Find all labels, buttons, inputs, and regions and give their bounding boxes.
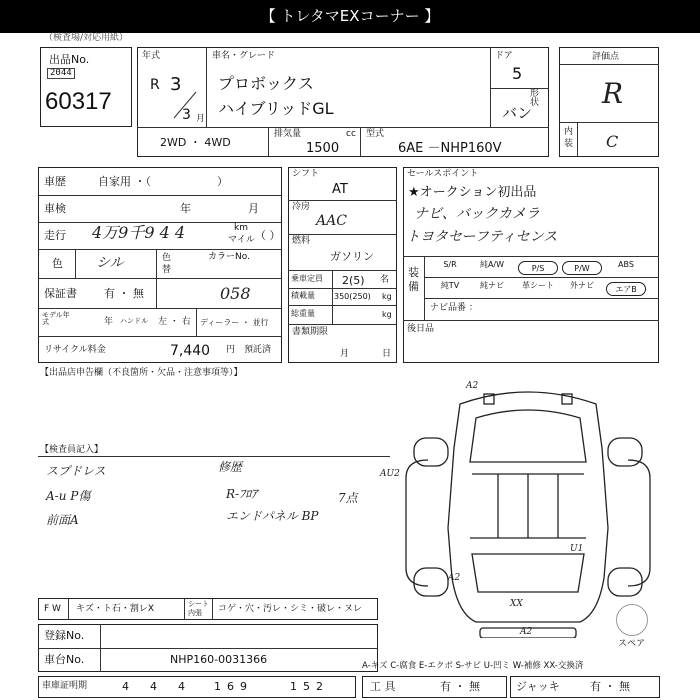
car-diagram	[398, 378, 660, 638]
load-label: 積載量	[291, 291, 315, 300]
equipment-row1-item: 純A/W	[479, 260, 505, 269]
inspector-right-2: R-ﾌﾛｱ	[226, 487, 258, 501]
ac-label: 冷房	[292, 202, 311, 212]
lot-sub: 2044	[47, 68, 75, 79]
mark-lower-left: A2	[448, 573, 461, 583]
displacement-value: 1500	[306, 141, 340, 156]
inspection-label: 車検	[44, 202, 66, 215]
interior-value: C	[606, 132, 619, 151]
history-value: 自家用 ・（ ）	[98, 175, 228, 188]
inspector-right-3: エンドパネル BP	[226, 509, 319, 523]
mark-bottom2: A2	[520, 627, 533, 637]
mark-bottom: XX	[510, 599, 523, 609]
drive-label: 2WD ・ 4WD	[160, 136, 231, 149]
mileage-paren: （ ）	[255, 229, 281, 242]
shift-label: シフト	[292, 169, 320, 179]
inspector-right-1: 修歴	[218, 460, 243, 474]
model-year-label: モデル年式	[42, 311, 70, 326]
sales-line3: トヨタセーフティセンス	[406, 229, 558, 245]
displacement-unit: cc	[346, 129, 356, 139]
fuel-label: 燃料	[292, 236, 311, 246]
inspection-year: 年	[180, 202, 191, 215]
legend-text: A-キズ C-腐食 E-エクボ S-サビ U-凹ミ W-補修 XX-交換済	[362, 661, 584, 671]
handle-value: 左 ・ 右	[158, 317, 191, 327]
equipment-label: 装備	[408, 266, 419, 293]
lot-label: 出品No.	[49, 53, 90, 66]
fuel-value: ガソリン	[330, 250, 374, 263]
capacity-value: 2(5)	[342, 274, 365, 287]
score-value: R	[602, 77, 624, 110]
form-header: （検査場/対応用紙）	[44, 33, 129, 43]
year-month: 3	[182, 107, 191, 123]
recycle-unit: 円	[226, 345, 236, 355]
cert-n2: 152	[290, 680, 329, 693]
navi-label: ナビ品番 ：	[430, 303, 478, 313]
model-label: 型式	[366, 129, 385, 139]
equipment-row1-item: ABS	[618, 260, 634, 269]
fw-notes: コゲ・穴・汚レ・シミ・破レ・ヌレ	[218, 604, 363, 614]
report-label: 【出品店申告欄（不良箇所・欠品・注意事項等）】	[40, 368, 243, 378]
spare-label: スペア	[618, 639, 646, 649]
equipment-row2-item: 革シート	[522, 281, 554, 290]
doc-deadline-label: 書類期限	[292, 327, 329, 337]
door-value: 5	[512, 64, 523, 83]
chassis-label: 車台No.	[44, 653, 85, 666]
recycle-label: リサイクル料金	[44, 345, 106, 355]
color-code-value: 058	[220, 284, 251, 303]
equipment-row1-item: P/S	[518, 261, 558, 275]
chassis-value: NHP160-0031366	[170, 653, 268, 666]
tools-value: 有 ・ 無	[440, 680, 480, 693]
doc-deadline-day: 日	[382, 349, 392, 359]
displacement-label: 排気量	[274, 129, 302, 139]
equipment-row2-item: 純TV	[440, 281, 460, 290]
color-value: シル	[96, 255, 124, 271]
cert-year: 4	[122, 680, 129, 693]
inspector-left-2: A-u P傷	[46, 489, 91, 503]
equipment-row2-item: 外ナビ	[570, 281, 594, 290]
jack-label: ジャッキ	[516, 680, 560, 693]
year-era: R	[150, 77, 160, 93]
model-year-unit: 年	[104, 317, 114, 327]
recycle-value: 7,440	[170, 343, 211, 359]
delivery-label: 後日品	[407, 324, 435, 334]
sales-label: セールスポイント	[407, 169, 479, 179]
interior-label: 内装	[564, 127, 574, 149]
equipment-row2-item: エアB	[606, 282, 646, 296]
sales-line2: ナビ、バックカメラ	[414, 206, 540, 222]
mileage-label: 走行	[44, 229, 66, 242]
color-label: 色	[52, 257, 63, 270]
gross-label: 総重量	[291, 309, 315, 318]
inspector-left-3: 前面A	[46, 513, 79, 527]
cert-day: 4	[178, 680, 185, 693]
mileage-unit-km: km	[234, 223, 248, 233]
equipment-row1-item: S/R	[443, 260, 457, 269]
car-name-line2: ハイブリッドGL	[218, 99, 334, 118]
mark-left: AU2	[380, 469, 400, 479]
warranty-label: 保証書	[44, 287, 77, 300]
recycle-note: 預託済	[244, 345, 272, 355]
shape-label: 形状	[530, 89, 540, 108]
year-label: 年式	[142, 51, 161, 61]
cert-month: 4	[150, 680, 157, 693]
mileage-unit-mile: マイル	[228, 235, 255, 245]
registration-label: 登録No.	[44, 629, 85, 642]
door-label: ドア	[495, 51, 513, 61]
handle-label: ハンドル	[120, 317, 148, 325]
doc-deadline-month: 月	[340, 349, 350, 359]
banner-title: 【 トレタマEXコーナー 】	[0, 0, 700, 33]
gross-unit: kg	[382, 310, 392, 319]
history-label: 車歴	[44, 175, 66, 188]
year-month-unit: 月	[196, 114, 206, 124]
cert-n1: 169	[214, 680, 253, 693]
fw-label: F W	[44, 604, 61, 614]
load-unit: kg	[382, 292, 392, 301]
inspector-label: 【検査員記入】	[40, 445, 104, 455]
sales-line1: ★オークション初出品	[408, 185, 537, 200]
car-name-line1: プロボックス	[218, 74, 314, 93]
color-code-label: カラーNo.	[208, 252, 250, 262]
jack-value: 有 ・ 無	[590, 680, 630, 693]
load-value: 350(250)	[334, 292, 371, 301]
inspector-side-note: 7点	[338, 491, 358, 505]
dealer-value: ディーラー ・ 並行	[200, 318, 269, 327]
inspection-month: 月	[248, 202, 259, 215]
warranty-value: 有 ・ 無	[104, 287, 144, 300]
mark-right-mid: U1	[570, 544, 584, 554]
equipment-row1-item: P/W	[562, 261, 602, 275]
model-value: 6AE －NHP160V	[398, 141, 502, 156]
car-label: 車名・グレード	[212, 51, 276, 61]
inspector-left-1: スプドレス	[46, 464, 106, 478]
mileage-value: 4万9千9 4 4	[92, 223, 186, 242]
fw-items: キズ・ト石・割レX	[76, 604, 154, 614]
shape-value: バン	[502, 104, 533, 122]
fw-sheet: シート内張	[188, 600, 209, 617]
color-change-label: 色替	[162, 253, 172, 275]
capacity-label: 乗車定員	[291, 274, 323, 283]
lot-number: 60317	[45, 88, 112, 115]
score-label: 評価点	[592, 52, 620, 62]
spare-tire-icon	[616, 604, 648, 636]
equipment-row2-item: 純ナビ	[480, 281, 504, 290]
lot-box	[40, 47, 132, 127]
tools-label: 工 具	[370, 680, 396, 693]
ac-value: AAC	[316, 213, 347, 229]
shift-value: AT	[332, 182, 348, 197]
mark-front-top: A2	[466, 381, 479, 391]
year-value: 3	[170, 74, 182, 95]
cert-label: 車庫証明期	[42, 681, 88, 691]
capacity-unit: 名	[380, 275, 390, 285]
